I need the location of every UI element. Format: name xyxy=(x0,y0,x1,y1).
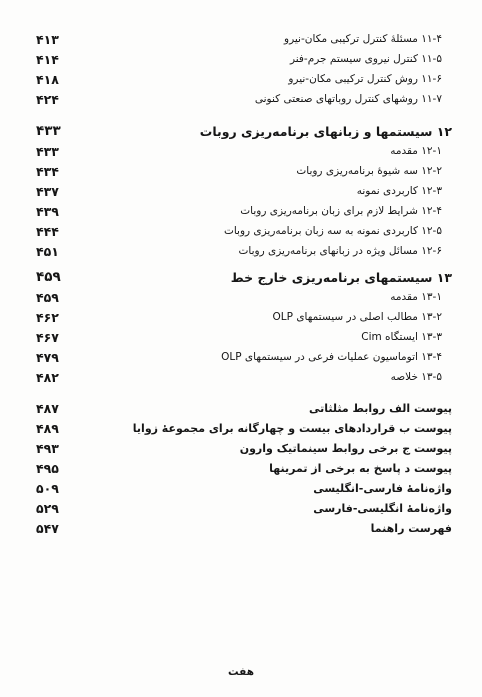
toc-entry-title: ۱۳-۱ مقدمه xyxy=(390,291,442,303)
toc-page-number: ۴۳۴ xyxy=(36,163,59,179)
toc-page-number: ۴۳۳ xyxy=(36,123,61,139)
toc-appendix xyxy=(36,418,452,438)
toc-page-number: ۴۹۳ xyxy=(36,440,59,456)
toc-page-number: ۴۱۸ xyxy=(36,71,59,87)
toc-entry-title: ۱۲-۵ کاربردی نمونه به سه زبان برنامه‌ریزی روبات xyxy=(223,225,442,237)
toc-glossary xyxy=(36,478,452,498)
toc-page-number: ۴۲۴ xyxy=(36,91,59,107)
toc-entry xyxy=(36,221,452,241)
toc-index xyxy=(36,518,452,538)
toc-page-number: ۴۸۲ xyxy=(36,369,59,385)
toc-page-number: ۴۳۳ xyxy=(36,143,59,159)
toc-page-number: ۴۵۱ xyxy=(36,243,59,259)
toc-entry-title: ۱۱-۶ روش کنترل ترکیبی مکان-نیرو xyxy=(288,73,442,85)
toc-entry xyxy=(36,89,452,109)
toc-entry-title: ۱۲-۱ مقدمه xyxy=(390,145,442,157)
toc-page-number: ۴۴۴ xyxy=(36,223,59,239)
toc-entry-title: ۱۲-۶ مسائل ویژه در زبانهای برنامه‌ریزی روبات xyxy=(238,245,442,257)
toc-chapter xyxy=(36,267,452,287)
toc-chapter xyxy=(36,121,452,141)
toc-entry-title: ۱۱-۵ کنترل نیروی سیستم جرم-فنر xyxy=(289,53,442,65)
toc-glossary-title: واژه‌نامهٔ انگلیسی-فارسی xyxy=(313,501,452,515)
toc-chapter-title: ۱۳ سیستمهای برنامه‌ریزی خارج خط xyxy=(230,269,452,285)
toc-page-number: ۵۰۹ xyxy=(36,480,59,496)
toc-glossary-title: واژه‌نامهٔ فارسی-انگلیسی xyxy=(313,481,452,495)
toc-appendix-title: پیوست الف روابط مثلثاتی xyxy=(309,401,452,415)
toc-entry-title: ۱۳-۵ خلاصه xyxy=(390,371,442,383)
toc-entry xyxy=(36,347,452,367)
toc-entry xyxy=(36,49,452,69)
toc-entry-title: ۱۱-۷ روشهای کنترل روباتهای صنعتی کنونی xyxy=(254,93,442,105)
toc-page-number: ۴۵۹ xyxy=(36,289,59,305)
toc-page-number: ۴۳۷ xyxy=(36,183,59,199)
toc-entry xyxy=(36,141,452,161)
toc-page-number: ۴۵۹ xyxy=(36,269,61,285)
toc-entry xyxy=(36,181,452,201)
toc-page-number: ۵۲۹ xyxy=(36,500,59,516)
toc-page-number: ۴۸۷ xyxy=(36,400,59,416)
toc-entry-title: ۱۲-۴ شرایط لازم برای زبان برنامه‌ریزی روبات xyxy=(240,205,442,217)
toc-entry-title: ۱۲-۳ کاربردی نمونه xyxy=(356,185,442,197)
toc-glossary xyxy=(36,498,452,518)
toc-entry xyxy=(36,327,452,347)
toc-page-number: ۴۶۷ xyxy=(36,329,59,345)
toc-entry-title: ۱۲-۲ سه شیوهٔ برنامه‌ریزی روبات xyxy=(296,165,442,177)
toc-page-number: ۴۳۹ xyxy=(36,203,59,219)
toc-entry-title: ۱۳-۲ مطالب اصلی در سیستمهای OLP xyxy=(272,311,442,323)
toc-page-number: ۴۷۹ xyxy=(36,349,59,365)
toc-entry-title: ۱۱-۴ مسئلهٔ کنترل ترکیبی مکان-نیرو xyxy=(284,33,442,45)
toc-entry-title: ۱۳-۳ ایستگاه Cim xyxy=(361,331,442,343)
toc-entry xyxy=(36,69,452,89)
toc-page-number: ۴۹۵ xyxy=(36,460,59,476)
toc-appendix xyxy=(36,398,452,418)
toc-appendix-title: پیوست ج برخی روابط سینماتیک وارون xyxy=(239,441,452,455)
toc-page-number: ۴۱۴ xyxy=(36,51,59,67)
toc-entry xyxy=(36,367,452,387)
toc-entry xyxy=(36,287,452,307)
toc-appendix xyxy=(36,458,452,478)
toc-page-number: ۴۱۳ xyxy=(36,31,59,47)
toc-appendix xyxy=(36,438,452,458)
toc-entry xyxy=(36,307,452,327)
toc-entry xyxy=(36,201,452,221)
toc-page-number: ۵۴۷ xyxy=(36,520,59,536)
toc-entry xyxy=(36,241,452,261)
toc-page-number: ۴۸۹ xyxy=(36,420,59,436)
toc-page-number: ۴۶۲ xyxy=(36,309,59,325)
toc-index-title: فهرست راهنما xyxy=(370,521,452,535)
toc-appendix-title: پیوست د پاسخ به برخی از تمرینها xyxy=(269,461,452,475)
toc-appendix-title: پیوست ب قراردادهای بیست و چهارگانه برای مجموعهٔ زوایا xyxy=(132,421,452,435)
toc-entry xyxy=(36,29,452,49)
toc-chapter-title: ۱۲ سیستمها و زبانهای برنامه‌ریزی روبات xyxy=(199,123,452,139)
page-number-footer: هفت xyxy=(228,666,254,678)
toc-entry-title: ۱۳-۴ اتوماسیون عملیات فرعی در سیستمهای OLP xyxy=(221,351,442,363)
toc-entry xyxy=(36,161,452,181)
